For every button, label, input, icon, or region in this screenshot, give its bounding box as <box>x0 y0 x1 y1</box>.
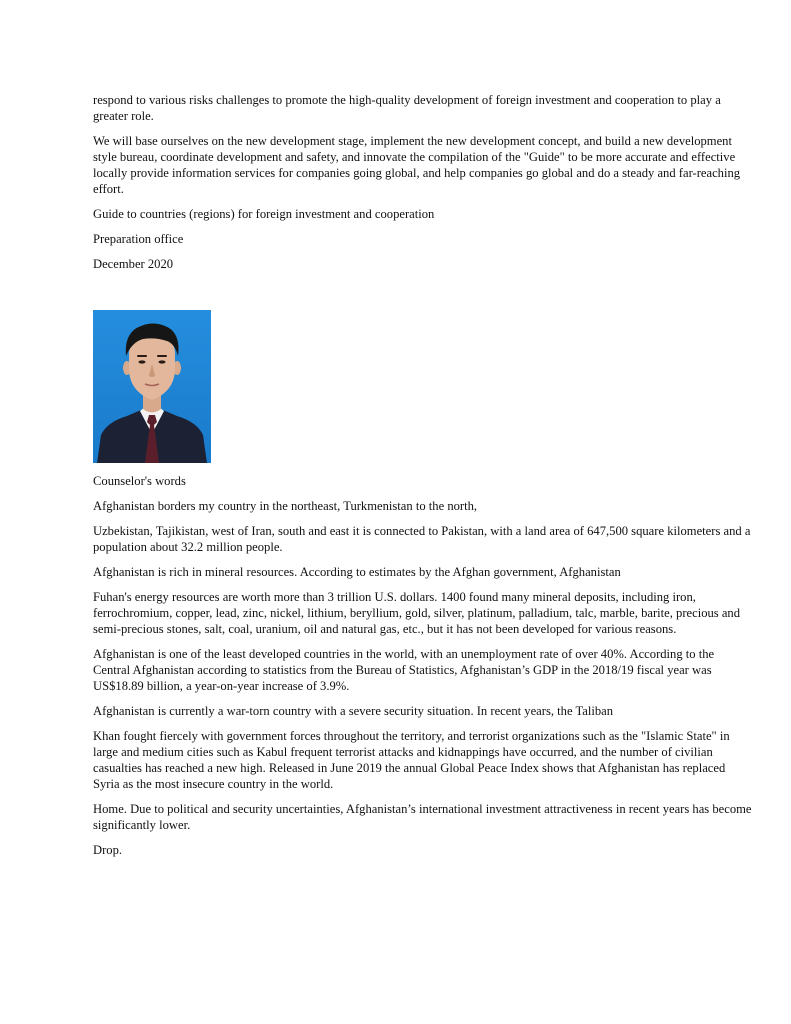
document-body <box>93 92 753 867</box>
paragraph-risks: respond to various risks challenges to promote the high-quality development of foreign investment and cooperation to play a greater role. <box>93 93 721 123</box>
paragraph-date: December 2020 <box>93 257 174 271</box>
paragraph-borders: Afghanistan borders my country in the northeast, Turkmenistan to the north, <box>93 499 478 513</box>
paragraph-terrorism: Khan fought fiercely with government forces throughout the territory, and terrorist organizations such as the "Islamic State" in large and medium cities such as Kabul frequent terrorist attacks and kidnappings have occurred, and the number of civilian casualties has reached a new high. Released in June 2019 the annual Global Peace Index shows that Afghanistan has replaced Syria as the most insecure country in the world. <box>93 729 730 791</box>
paragraph-gdp: Afghanistan is one of the least developed countries in the world, with an unemployment rate of over 40%. According to the Central Afghanistan according to statistics from the Bureau of Statistics, Afghanistan’s GDP in the 2018/19 fiscal year was US$18.89 billion, a year-on-year increase of 3.9%. <box>93 647 715 693</box>
portrait-image <box>93 310 211 463</box>
paragraph-mineral-resources: Afghanistan is rich in mineral resources. According to estimates by the Afghan government, Afghanistan <box>93 565 621 579</box>
paragraph-counselor-heading: Counselor's words <box>93 474 186 488</box>
paragraph-land-area: Uzbekistan, Tajikistan, west of Iran, south and east it is connected to Pakistan, with a land area of 647,500 square kilometers and a population about 32.2 million people. <box>93 524 751 554</box>
paragraph-investment-attractiveness: Home. Due to political and security uncertainties, Afghanistan’s international investment attractiveness in recent years has become significantly lower. <box>93 802 752 832</box>
paragraph-guide-title: Guide to countries (regions) for foreign investment and cooperation <box>93 207 435 221</box>
paragraph-energy-resources: Fuhan's energy resources are worth more than 3 trillion U.S. dollars. 1400 found many mineral deposits, including iron, ferrochromium, copper, lead, zinc, nickel, lithium, beryllium, gold, silver, platinum, palladium, talc, marble, barite, precious and semi-precious stones, salt, coal, uranium, oil and natural gas, etc., but it has not been developed for various reasons. <box>93 590 741 636</box>
paragraph-drop: Drop. <box>93 843 123 857</box>
counselor-photo <box>93 310 211 463</box>
paragraph-development-stage: We will base ourselves on the new development stage, implement the new development concept, and build a new development style bureau, coordinate development and safety, and innovate the compilation of the "Guide" to be more accurate and effective locally provide information services for companies going global, and help companies go global and do a steady and far-reaching effort. <box>93 134 741 196</box>
paragraph-preparation-office: Preparation office <box>93 232 184 246</box>
paragraph-security: Afghanistan is currently a war-torn country with a severe security situation. In recent years, the Taliban <box>93 704 614 718</box>
